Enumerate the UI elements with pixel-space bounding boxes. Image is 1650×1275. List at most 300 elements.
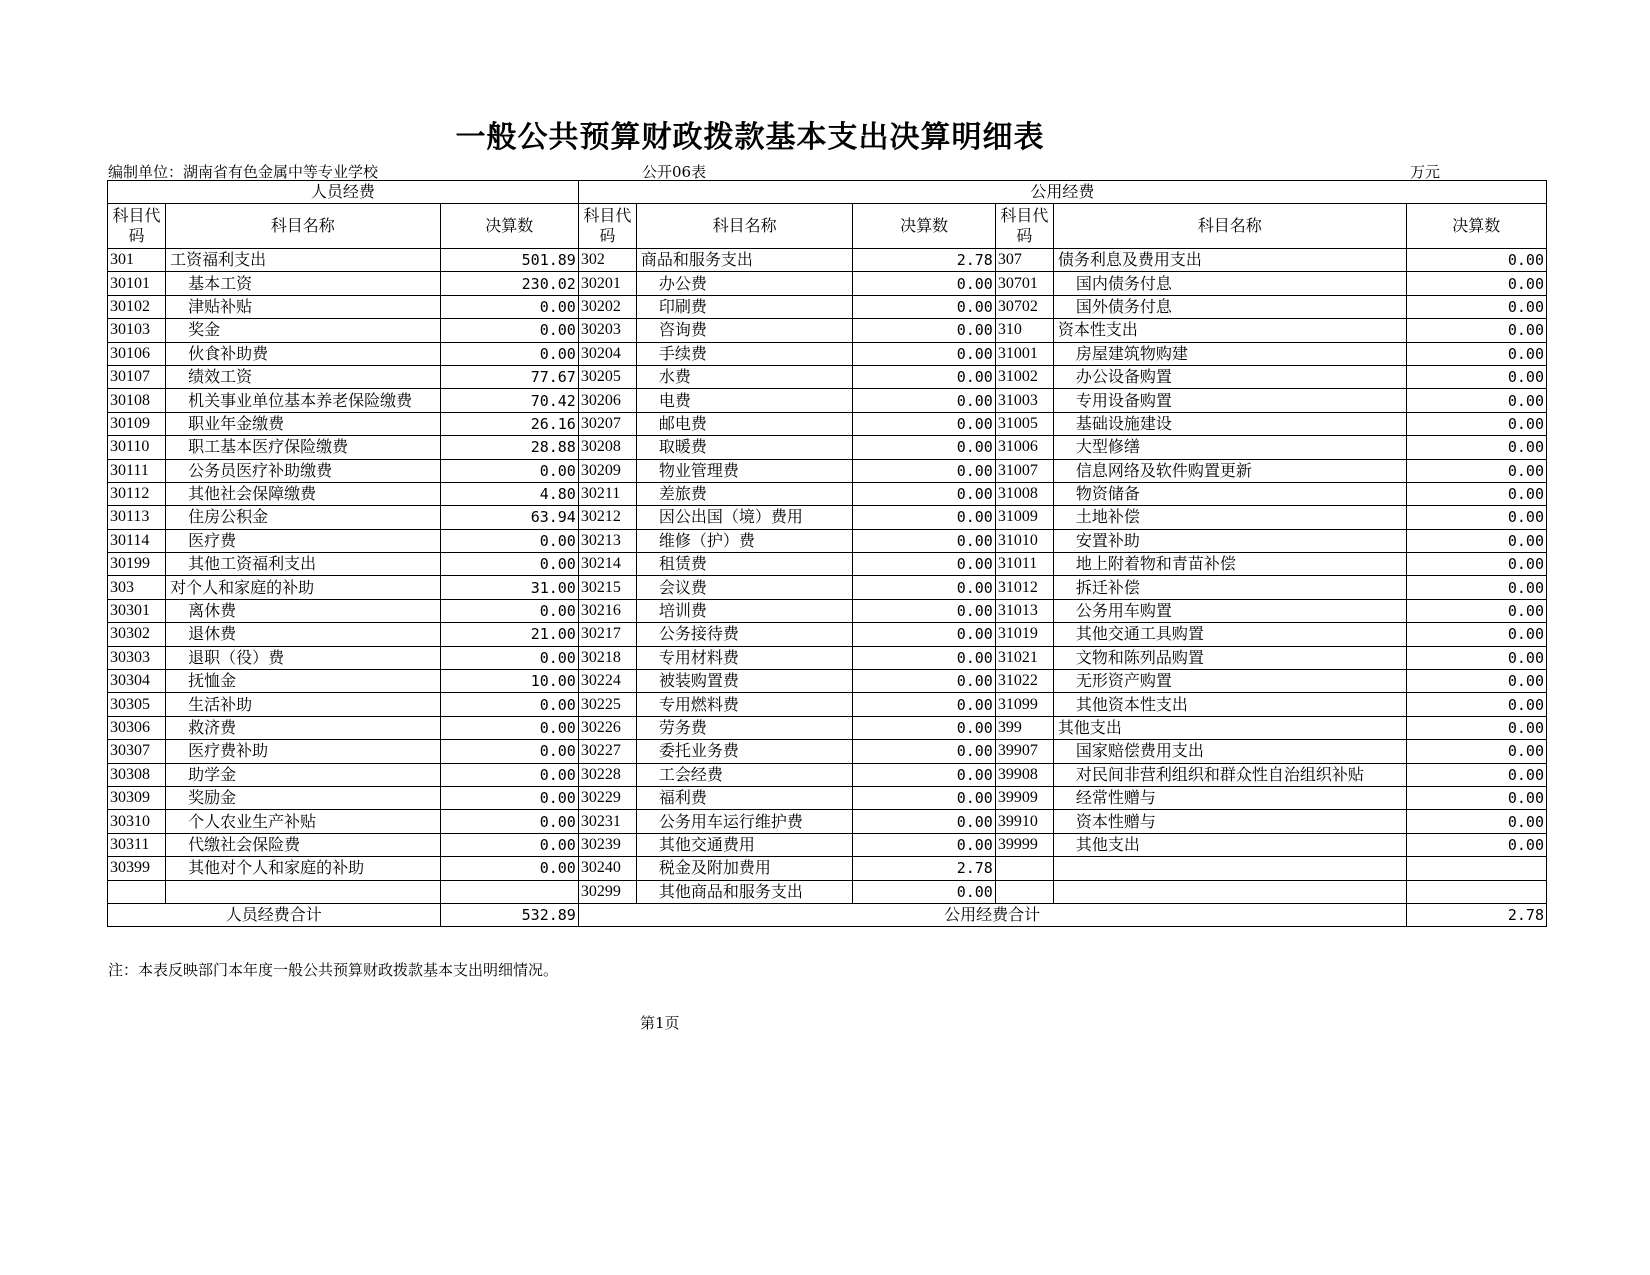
item-code: 30224 [578, 670, 636, 693]
table-row [108, 436, 1547, 459]
item-code: 30310 [108, 810, 166, 833]
item-amount: 0.00 [853, 786, 996, 809]
item-amount: 0.00 [440, 716, 578, 739]
item-name: 奖金 [166, 319, 440, 342]
item-name: 国内债务付息 [1053, 272, 1406, 295]
header-amount: 决算数 [440, 204, 578, 249]
item-name: 地上附着物和青苗补偿 [1053, 553, 1406, 576]
item-name: 咨询费 [636, 319, 852, 342]
item-name: 无形资产购置 [1053, 670, 1406, 693]
item-amount: 70.42 [440, 389, 578, 412]
item-amount: 0.00 [853, 272, 996, 295]
item-name: 委托业务费 [636, 740, 852, 763]
item-name: 机关事业单位基本养老保险缴费 [166, 389, 440, 412]
public-total-label: 公用经费合计 [578, 903, 1406, 926]
item-amount: 0.00 [440, 599, 578, 622]
item-name: 奖励金 [166, 786, 440, 809]
item-name: 退休费 [166, 623, 440, 646]
table-row [108, 459, 1547, 482]
item-amount: 230.02 [440, 272, 578, 295]
item-name: 代缴社会保险费 [166, 833, 440, 856]
item-name: 其他对个人和家庭的补助 [166, 857, 440, 880]
item-name: 救济费 [166, 716, 440, 739]
table-row [108, 365, 1547, 388]
item-code: 303 [108, 576, 166, 599]
item-amount: 0.00 [1406, 763, 1546, 786]
item-amount: 26.16 [440, 412, 578, 435]
item-code: 399 [995, 716, 1053, 739]
table-row [108, 786, 1547, 809]
item-name: 手续费 [636, 342, 852, 365]
item-amount: 0.00 [1406, 529, 1546, 552]
item-name: 医疗费 [166, 529, 440, 552]
item-code: 30206 [578, 389, 636, 412]
item-name [166, 880, 440, 903]
item-code: 310 [995, 319, 1053, 342]
item-name: 其他商品和服务支出 [636, 880, 852, 903]
footnote: 注：本表反映部门本年度一般公共预算财政拨款基本支出明细情况。 [108, 961, 559, 979]
item-code: 30307 [108, 740, 166, 763]
item-amount: 0.00 [1406, 412, 1546, 435]
item-name: 培训费 [636, 599, 852, 622]
item-code: 39909 [995, 786, 1053, 809]
item-name: 国家赔偿费用支出 [1053, 740, 1406, 763]
item-name: 电费 [636, 389, 852, 412]
item-amount: 0.00 [440, 786, 578, 809]
totals-row [108, 903, 1547, 926]
item-code: 30107 [108, 365, 166, 388]
item-amount: 0.00 [1406, 459, 1546, 482]
item-amount: 0.00 [853, 389, 996, 412]
table-row [108, 693, 1547, 716]
item-amount: 501.89 [440, 249, 578, 272]
item-name: 基本工资 [166, 272, 440, 295]
item-code: 30311 [108, 833, 166, 856]
header-amount: 决算数 [1406, 204, 1546, 249]
table-row [108, 553, 1547, 576]
item-name: 租赁费 [636, 553, 852, 576]
item-code: 30201 [578, 272, 636, 295]
item-code: 30217 [578, 623, 636, 646]
item-name: 经常性赠与 [1053, 786, 1406, 809]
table-row [108, 389, 1547, 412]
item-code: 39907 [995, 740, 1053, 763]
item-name: 公务员医疗补助缴费 [166, 459, 440, 482]
item-name: 劳务费 [636, 716, 852, 739]
item-name: 邮电费 [636, 412, 852, 435]
item-code: 30110 [108, 436, 166, 459]
item-code: 30207 [578, 412, 636, 435]
item-code: 30301 [108, 599, 166, 622]
item-name: 其他交通工具购置 [1053, 623, 1406, 646]
item-code: 30111 [108, 459, 166, 482]
item-code: 31013 [995, 599, 1053, 622]
item-name: 信息网络及软件购置更新 [1053, 459, 1406, 482]
item-code: 307 [995, 249, 1053, 272]
item-amount: 0.00 [853, 623, 996, 646]
item-amount: 0.00 [1406, 389, 1546, 412]
item-name: 公务用车运行维护费 [636, 810, 852, 833]
item-name: 印刷费 [636, 295, 852, 318]
item-code: 30213 [578, 529, 636, 552]
personnel-total-value: 532.89 [440, 903, 578, 926]
item-name: 离休费 [166, 599, 440, 622]
item-name: 其他支出 [1053, 716, 1406, 739]
item-code: 30304 [108, 670, 166, 693]
item-amount: 0.00 [440, 763, 578, 786]
item-code: 31011 [995, 553, 1053, 576]
item-amount: 0.00 [853, 295, 996, 318]
page-number: 第1页 [640, 1014, 680, 1032]
item-name: 助学金 [166, 763, 440, 786]
header-code: 科目代码 [995, 204, 1053, 249]
item-code: 30227 [578, 740, 636, 763]
item-name: 住房公积金 [166, 506, 440, 529]
item-name [1053, 857, 1406, 880]
item-code: 30302 [108, 623, 166, 646]
item-code: 31001 [995, 342, 1053, 365]
item-code: 30112 [108, 482, 166, 505]
item-name: 津贴补贴 [166, 295, 440, 318]
item-code: 30225 [578, 693, 636, 716]
item-name: 工资福利支出 [166, 249, 440, 272]
item-name: 其他支出 [1053, 833, 1406, 856]
item-amount: 0.00 [440, 693, 578, 716]
item-amount: 0.00 [1406, 506, 1546, 529]
item-amount: 0.00 [440, 459, 578, 482]
item-code: 31022 [995, 670, 1053, 693]
item-code: 39999 [995, 833, 1053, 856]
item-amount: 0.00 [1406, 319, 1546, 342]
item-code: 30218 [578, 646, 636, 669]
header-name: 科目名称 [166, 204, 440, 249]
item-amount: 0.00 [440, 319, 578, 342]
header-code: 科目代码 [578, 204, 636, 249]
personnel-total-label: 人员经费合计 [108, 903, 441, 926]
item-amount: 0.00 [1406, 740, 1546, 763]
currency-unit: 万元 [1410, 163, 1441, 181]
item-code: 31006 [995, 436, 1053, 459]
item-code: 30114 [108, 529, 166, 552]
table-row [108, 412, 1547, 435]
item-name: 国外债务付息 [1053, 295, 1406, 318]
item-code: 30299 [578, 880, 636, 903]
item-code: 30102 [108, 295, 166, 318]
item-code [995, 880, 1053, 903]
item-name: 专用设备购置 [1053, 389, 1406, 412]
table-row [108, 810, 1547, 833]
table-row [108, 249, 1547, 272]
table-row [108, 833, 1547, 856]
item-name: 退职（役）费 [166, 646, 440, 669]
table-row [108, 482, 1547, 505]
header-name: 科目名称 [636, 204, 852, 249]
item-code: 30109 [108, 412, 166, 435]
item-amount: 0.00 [440, 295, 578, 318]
table-row [108, 740, 1547, 763]
item-amount: 0.00 [440, 553, 578, 576]
item-amount: 0.00 [853, 646, 996, 669]
table-row [108, 763, 1547, 786]
item-name: 其他社会保障缴费 [166, 482, 440, 505]
item-code: 30702 [995, 295, 1053, 318]
item-name: 对个人和家庭的补助 [166, 576, 440, 599]
item-amount: 0.00 [1406, 553, 1546, 576]
item-amount: 0.00 [853, 599, 996, 622]
item-name: 其他工资福利支出 [166, 553, 440, 576]
item-amount: 0.00 [1406, 810, 1546, 833]
item-name: 其他资本性支出 [1053, 693, 1406, 716]
item-amount [440, 880, 578, 903]
item-amount: 0.00 [1406, 693, 1546, 716]
table-row [108, 880, 1547, 903]
item-code: 30228 [578, 763, 636, 786]
item-amount: 0.00 [440, 857, 578, 880]
item-code: 31002 [995, 365, 1053, 388]
item-amount: 0.00 [853, 319, 996, 342]
item-name: 福利费 [636, 786, 852, 809]
item-code: 30226 [578, 716, 636, 739]
item-amount: 0.00 [1406, 482, 1546, 505]
item-code: 30113 [108, 506, 166, 529]
item-amount: 0.00 [853, 365, 996, 388]
column-header-row [108, 204, 1547, 249]
table-row [108, 599, 1547, 622]
item-code: 30101 [108, 272, 166, 295]
table-row [108, 529, 1547, 552]
item-name: 职工基本医疗保险缴费 [166, 436, 440, 459]
table-row [108, 295, 1547, 318]
table-row [108, 623, 1547, 646]
item-name: 伙食补助费 [166, 342, 440, 365]
item-amount: 0.00 [853, 716, 996, 739]
item-amount: 0.00 [1406, 272, 1546, 295]
item-name: 资本性支出 [1053, 319, 1406, 342]
item-code: 30211 [578, 482, 636, 505]
item-amount: 0.00 [440, 342, 578, 365]
item-amount: 0.00 [1406, 436, 1546, 459]
report-title: 一般公共预算财政拨款基本支出决算明细表 [455, 120, 1045, 155]
item-name: 物资储备 [1053, 482, 1406, 505]
item-code [995, 857, 1053, 880]
item-code: 31019 [995, 623, 1053, 646]
item-name: 被装购置费 [636, 670, 852, 693]
item-name: 水费 [636, 365, 852, 388]
item-amount: 0.00 [853, 506, 996, 529]
item-amount: 0.00 [1406, 365, 1546, 388]
item-code: 30108 [108, 389, 166, 412]
item-name: 取暖费 [636, 436, 852, 459]
item-code: 30239 [578, 833, 636, 856]
item-name: 公务接待费 [636, 623, 852, 646]
item-amount: 0.00 [853, 763, 996, 786]
item-amount: 0.00 [440, 740, 578, 763]
item-code: 301 [108, 249, 166, 272]
item-code: 30240 [578, 857, 636, 880]
item-name: 绩效工资 [166, 365, 440, 388]
item-code [108, 880, 166, 903]
item-amount: 0.00 [1406, 670, 1546, 693]
item-name: 维修（护）费 [636, 529, 852, 552]
item-amount: 0.00 [1406, 576, 1546, 599]
item-name: 房屋建筑物购建 [1053, 342, 1406, 365]
item-code: 30399 [108, 857, 166, 880]
item-name: 会议费 [636, 576, 852, 599]
item-name: 其他交通费用 [636, 833, 852, 856]
item-amount: 0.00 [1406, 716, 1546, 739]
item-code: 30305 [108, 693, 166, 716]
item-code: 31021 [995, 646, 1053, 669]
item-code: 30203 [578, 319, 636, 342]
table-row [108, 576, 1547, 599]
item-name: 生活补助 [166, 693, 440, 716]
item-amount: 0.00 [853, 459, 996, 482]
item-name: 专用燃料费 [636, 693, 852, 716]
group-personnel: 人员经费 [108, 181, 579, 204]
table-row [108, 670, 1547, 693]
item-code: 31009 [995, 506, 1053, 529]
item-amount: 0.00 [853, 810, 996, 833]
item-amount: 0.00 [853, 482, 996, 505]
item-amount: 2.78 [853, 249, 996, 272]
item-name: 医疗费补助 [166, 740, 440, 763]
item-amount: 0.00 [440, 810, 578, 833]
item-code: 30215 [578, 576, 636, 599]
item-amount: 2.78 [853, 857, 996, 880]
item-code: 30106 [108, 342, 166, 365]
item-code: 31008 [995, 482, 1053, 505]
header-name: 科目名称 [1053, 204, 1406, 249]
item-amount: 0.00 [853, 553, 996, 576]
item-code: 30212 [578, 506, 636, 529]
table-row [108, 319, 1547, 342]
item-amount: 4.80 [440, 482, 578, 505]
item-name: 税金及附加费用 [636, 857, 852, 880]
item-name: 办公设备购置 [1053, 365, 1406, 388]
item-name: 对民间非营利组织和群众性自治组织补贴 [1053, 763, 1406, 786]
item-amount: 0.00 [853, 740, 996, 763]
reporting-unit: 编制单位：湖南省有色金属中等专业学校 [108, 163, 379, 181]
item-code: 30306 [108, 716, 166, 739]
item-amount: 0.00 [853, 880, 996, 903]
item-amount: 0.00 [1406, 786, 1546, 809]
item-name: 抚恤金 [166, 670, 440, 693]
table-row [108, 272, 1547, 295]
group-public: 公用经费 [578, 181, 1546, 204]
item-amount: 0.00 [1406, 646, 1546, 669]
item-amount: 77.67 [440, 365, 578, 388]
item-amount: 0.00 [853, 833, 996, 856]
item-code: 30308 [108, 763, 166, 786]
item-code: 30216 [578, 599, 636, 622]
item-amount: 0.00 [1406, 833, 1546, 856]
item-name [1053, 880, 1406, 903]
item-amount: 63.94 [440, 506, 578, 529]
item-code: 30231 [578, 810, 636, 833]
item-amount: 0.00 [853, 529, 996, 552]
public-total-value: 2.78 [1406, 903, 1546, 926]
table-row [108, 506, 1547, 529]
item-code: 30204 [578, 342, 636, 365]
item-amount: 0.00 [853, 693, 996, 716]
item-name: 工会经费 [636, 763, 852, 786]
item-code: 302 [578, 249, 636, 272]
item-code: 30208 [578, 436, 636, 459]
item-code: 30303 [108, 646, 166, 669]
expenditure-table [107, 180, 1547, 927]
group-header-row [108, 181, 1547, 204]
table-row [108, 646, 1547, 669]
item-amount: 0.00 [853, 670, 996, 693]
item-amount: 0.00 [1406, 623, 1546, 646]
item-amount: 28.88 [440, 436, 578, 459]
item-amount: 0.00 [1406, 295, 1546, 318]
item-amount: 0.00 [440, 833, 578, 856]
item-amount: 0.00 [1406, 342, 1546, 365]
table-code: 公开06表 [642, 163, 707, 181]
item-code: 30209 [578, 459, 636, 482]
item-code: 39910 [995, 810, 1053, 833]
item-code: 30202 [578, 295, 636, 318]
item-code: 30205 [578, 365, 636, 388]
item-code: 31007 [995, 459, 1053, 482]
item-amount: 0.00 [1406, 249, 1546, 272]
item-code: 30214 [578, 553, 636, 576]
item-code: 30229 [578, 786, 636, 809]
item-code: 30103 [108, 319, 166, 342]
item-amount: 31.00 [440, 576, 578, 599]
item-amount: 0.00 [1406, 599, 1546, 622]
item-code: 30309 [108, 786, 166, 809]
header-code: 科目代码 [108, 204, 166, 249]
item-amount: 21.00 [440, 623, 578, 646]
item-amount: 10.00 [440, 670, 578, 693]
item-name: 商品和服务支出 [636, 249, 852, 272]
table-row [108, 857, 1547, 880]
item-code: 31005 [995, 412, 1053, 435]
item-name: 职业年金缴费 [166, 412, 440, 435]
item-amount: 0.00 [853, 342, 996, 365]
table-row [108, 342, 1547, 365]
item-name: 土地补偿 [1053, 506, 1406, 529]
item-name: 文物和陈列品购置 [1053, 646, 1406, 669]
item-code: 31003 [995, 389, 1053, 412]
item-name: 债务利息及费用支出 [1053, 249, 1406, 272]
item-amount [1406, 880, 1546, 903]
item-code: 31010 [995, 529, 1053, 552]
header-amount: 决算数 [853, 204, 996, 249]
item-name: 差旅费 [636, 482, 852, 505]
item-code: 31012 [995, 576, 1053, 599]
item-code: 30701 [995, 272, 1053, 295]
item-amount: 0.00 [853, 412, 996, 435]
item-name: 大型修缮 [1053, 436, 1406, 459]
item-name: 拆迁补偿 [1053, 576, 1406, 599]
item-amount: 0.00 [853, 436, 996, 459]
item-name: 因公出国（境）费用 [636, 506, 852, 529]
item-code: 39908 [995, 763, 1053, 786]
table-row [108, 716, 1547, 739]
item-code: 30199 [108, 553, 166, 576]
item-name: 办公费 [636, 272, 852, 295]
item-name: 安置补助 [1053, 529, 1406, 552]
item-name: 专用材料费 [636, 646, 852, 669]
item-amount: 0.00 [440, 646, 578, 669]
item-name: 公务用车购置 [1053, 599, 1406, 622]
item-amount: 0.00 [440, 529, 578, 552]
item-amount [1406, 857, 1546, 880]
item-code: 31099 [995, 693, 1053, 716]
